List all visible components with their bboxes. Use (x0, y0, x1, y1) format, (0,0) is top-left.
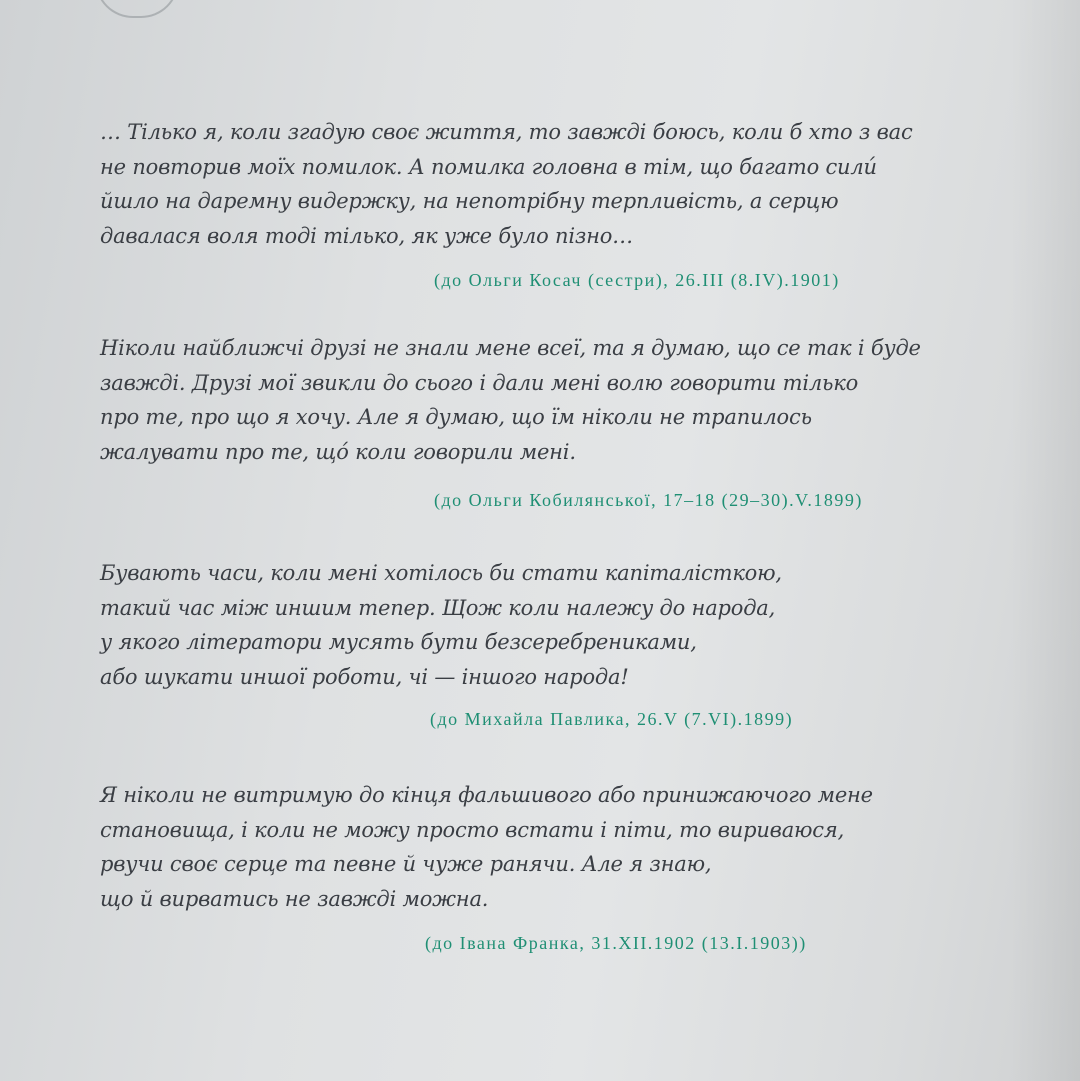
quote-attribution-4: (до Івана Франка, 31.XII.1902 (13.I.1903)) (425, 933, 807, 953)
quote-line: або шукати иншої роботи, чі — іншого народа! (100, 664, 629, 689)
quote-line: йшло на даремну видержку, на непотрібну терпливість, а серцю (100, 189, 839, 213)
quote-line: … Тілько я, коли згадую своє життя, то завжді боюсь, коли б хто з вас (100, 120, 913, 144)
quote-block-3 (100, 556, 960, 694)
quote-line: у якого літератори мусять бути безсеребрениками, (100, 630, 697, 654)
quote-line: такий час між иншим тепер. Щож коли належу до народа, (100, 595, 776, 620)
quote-attribution-3: (до Михайла Павлика, 26.V (7.VI).1899) (430, 709, 794, 729)
quote-line: давалася воля тоді тілько, як уже було пізно… (100, 223, 633, 248)
quote-block-1 (100, 115, 960, 253)
page-edge-curve (95, 0, 179, 18)
quote-attribution-1: (до Ольги Косач (сестри), 26.III (8.IV).1901) (434, 270, 840, 290)
quote-block-2 (100, 331, 960, 469)
quote-block-4 (100, 778, 960, 916)
quote-line: рвучи своє серце та певне й чуже ранячи. Але я знаю, (100, 852, 712, 876)
quote-line: про те, про що я хочу. Але я думаю, що їм ніколи не трапилось (100, 405, 812, 429)
quote-line: що й вирватись не завжді можна. (100, 886, 489, 911)
quote-line: Ніколи найближчі друзі не знали мене всеї, та я думаю, що се так і буде (100, 336, 921, 360)
quote-line: не повторив моїх помилок. А помилка головна в тім, що багато сили́ (100, 154, 877, 179)
quote-line: Бувають часи, коли мені хотілось би стати капіталісткою, (100, 561, 782, 585)
page-shadow (1010, 0, 1080, 1081)
quote-line: Я ніколи не витримую до кінця фальшивого або принижаючого мене (100, 783, 873, 807)
quote-line: завжді. Друзі мої звикли до сього і дали мені волю говорити тілько (100, 370, 859, 395)
quote-attribution-2: (до Ольги Кобилянської, 17–18 (29–30).V.1899) (434, 490, 863, 510)
quote-line: жалувати про те, щó коли говорили мені. (100, 439, 576, 464)
quote-line: становища, і коли не можу просто встати і піти, то вириваюся, (100, 817, 845, 842)
